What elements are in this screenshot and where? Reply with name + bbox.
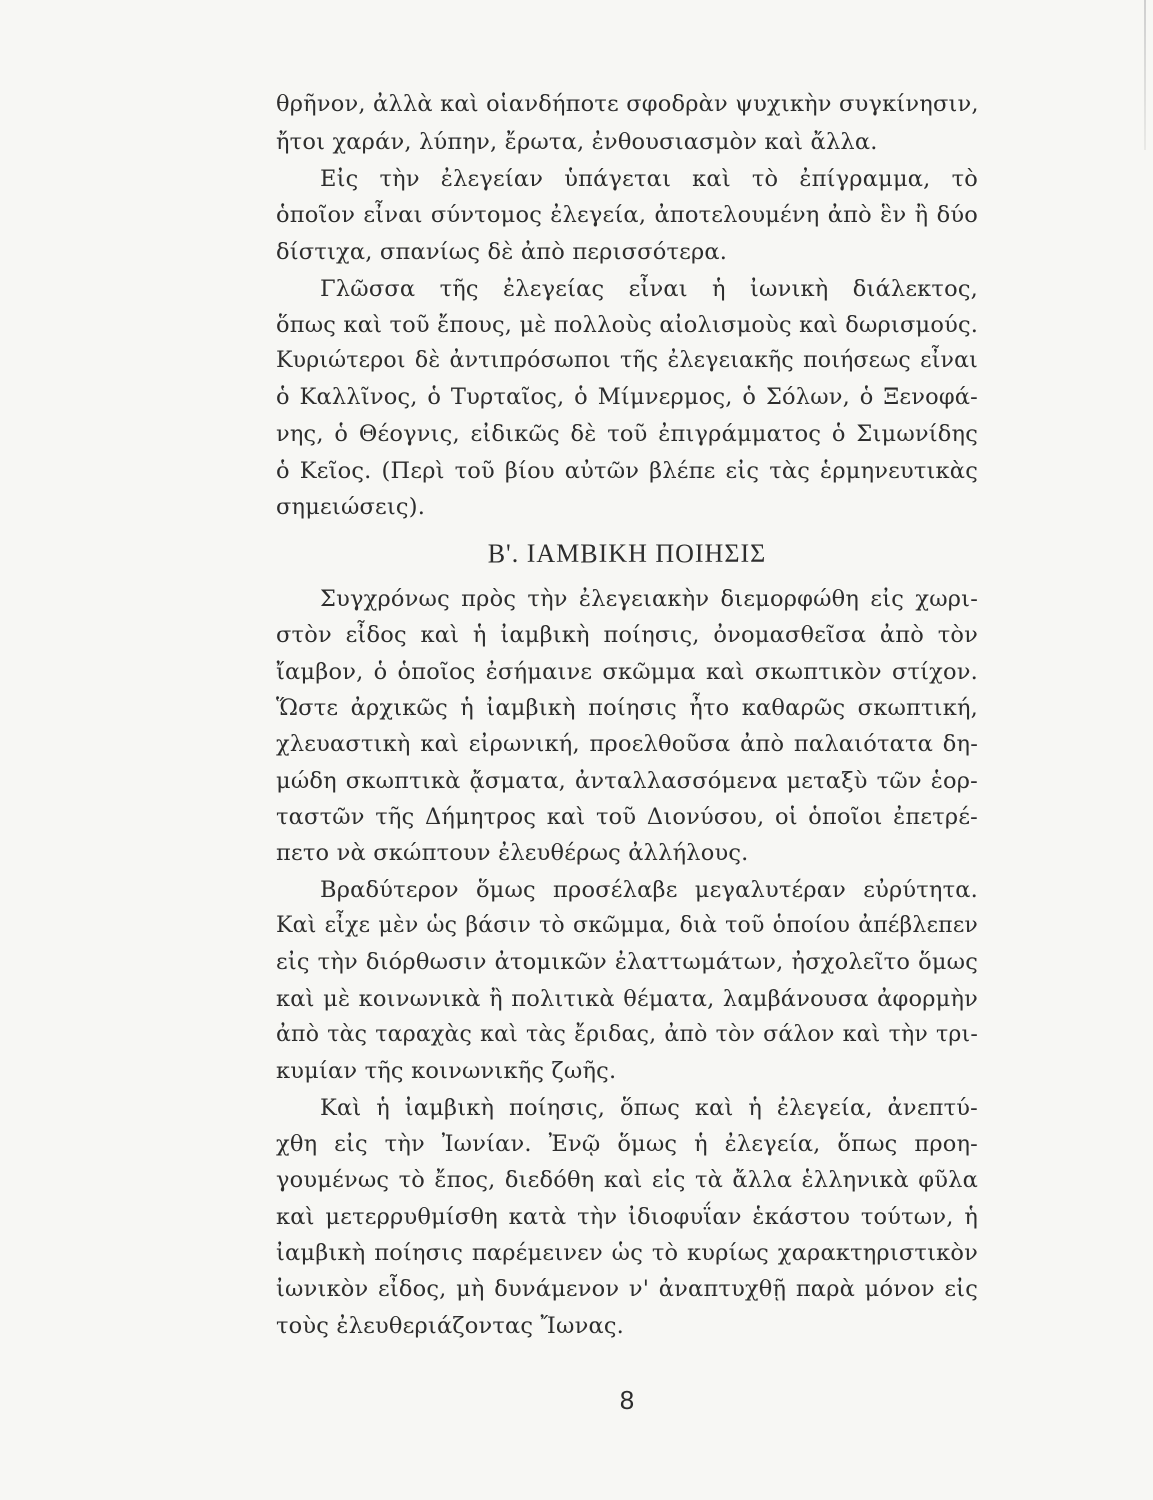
text-line: ὁποῖον εἶναι σύντομος ἐλεγεία, ἀποτελουμένη ἀπὸ ἓν ἢ δύο (276, 202, 978, 228)
text-line: ἀπὸ τὰς ταραχὰς καὶ τὰς ἔριδας, ἀπὸ τὸν σάλον καὶ τὴν τρι- (276, 1022, 978, 1047)
text-line: Καὶ εἶχε μὲν ὡς βάσιν τὸ σκῶμμα, διὰ τοῦ ὁποίου ἀπέβλεπεν (276, 913, 978, 938)
text-line: Συγχρόνως πρὸς τὴν ἐλεγειακὴν διεμορφώθη εἰς χωρι- (320, 586, 978, 612)
text-line: καὶ μετερρυθμίσθη κατὰ τὴν ἰδιοφυΐαν ἑκάστου τούτων, ἡ (276, 1204, 978, 1230)
text-line: Γλῶσσα τῆς ἐλεγείας εἶναι ἡ ἰωνικὴ διάλεκτος, (320, 276, 978, 302)
text-line: εἰς τὴν διόρθωσιν ἀτομικῶν ἐλαττωμάτων, ἠσχολεῖτο ὅμως (276, 949, 978, 975)
text-line: ὅπως καὶ τοῦ ἔπους, μὲ πολλοὺς αἰολισμοὺς καὶ δωρισμούς. (276, 312, 979, 338)
text-line: γουμένως τὸ ἔπος, διεδόθη καὶ εἰς τὰ ἄλλα ἑλληνικὰ φῦλα (276, 1167, 978, 1193)
text-line: πετο νὰ σκώπτουν ἐλευθέρως ἀλλήλους. (276, 840, 749, 866)
text-line: χθη εἰς τὴν Ἰωνίαν. Ἐνῷ ὅμως ἡ ἐλεγεία, ὅπως προη- (276, 1131, 978, 1157)
text-line: Ὥστε ἀρχικῶς ἡ ἰαμβικὴ ποίησις ἦτο καθαρῶς σκωπτική, (276, 695, 978, 721)
section-heading: Β'. ΙΑΜΒΙΚΗ ΠΟΙΗΣΙΣ (487, 539, 767, 568)
text-line: Καὶ ἡ ἰαμβικὴ ποίησις, ὅπως καὶ ἡ ἐλεγεία, ἀνεπτύ- (320, 1095, 978, 1121)
text-line: δίστιχα, σπανίως δὲ ἀπὸ περισσότερα. (276, 239, 728, 265)
text-line: ἰωνικὸν εἶδος, μὴ δυνάμενον ν' ἀναπτυχθῇ παρὰ μόνον εἰς (276, 1276, 978, 1302)
text-line: Βραδύτερον ὅμως προσέλαβε μεγαλυτέραν εὐρύτητα. (320, 877, 978, 903)
text-line: μώδη σκωπτικὰ ᾄσματα, ἀνταλλασσόμενα μεταξὺ τῶν ἑορ- (276, 768, 978, 794)
text-line: ὁ Κεῖος. (Περὶ τοῦ βίου αὐτῶν βλέπε εἰς τὰς ἑρμηνευτικὰς (276, 458, 978, 484)
text-line: στὸν εἶδος καὶ ἡ ἰαμβικὴ ποίησις, ὀνομασθεῖσα ἀπὸ τὸν (276, 622, 978, 648)
text-line: χλευαστικὴ καὶ εἰρωνική, προελθοῦσα ἀπὸ παλαιότατα δη- (276, 731, 978, 757)
text-line: κυμίαν τῆς κοινωνικῆς ζωῆς. (276, 1058, 617, 1084)
text-line: ἰαμβικὴ ποίησις παρέμεινεν ὡς τὸ κυρίως χαρακτηριστικὸν (276, 1240, 978, 1266)
text-line: ὁ Καλλῖνος, ὁ Τυρταῖος, ὁ Μίμνερμος, ὁ Σόλων, ὁ Ξενοφά- (276, 384, 978, 410)
text-line: Κυριώτεροι δὲ ἀντιπρόσωποι τῆς ἐλεγειακῆς ποιήσεως εἶναι (276, 348, 978, 373)
text-line: νης, ὁ Θέογνις, εἰδικῶς δὲ τοῦ ἐπιγράμματος ὁ Σιμωνίδης (276, 421, 978, 447)
page-edge-mark (1144, 0, 1146, 150)
text-line: καὶ μὲ κοινωνικὰ ἢ πολιτικὰ θέματα, λαμβάνουσα ἀφορμὴν (276, 986, 978, 1012)
text-line: ἤτοι χαράν, λύπην, ἔρωτα, ἐνθουσιασμὸν καὶ ἄλλα. (276, 129, 878, 155)
text-line: σημειώσεις). (276, 494, 426, 520)
text-line: ταστῶν τῆς Δήμητρος καὶ τοῦ Διονύσου, οἱ ὁποῖοι ἐπετρέ- (276, 804, 978, 830)
page-number: 8 (619, 1385, 635, 1415)
text-line: ἴαμβον, ὁ ὁποῖος ἐσήμαινε σκῶμμα καὶ σκωπτικὸν στίχον. (276, 659, 978, 685)
text-line: Εἰς τὴν ἐλεγείαν ὑπάγεται καὶ τὸ ἐπίγραμμα, τὸ (320, 166, 978, 192)
text-line: θρῆνον, ἀλλὰ καὶ οἱανδήποτε σφοδρὰν ψυχικὴν συγκίνησιν, (276, 91, 979, 117)
text-line: τοὺς ἐλευθεριάζοντας Ἴωνας. (276, 1313, 625, 1339)
